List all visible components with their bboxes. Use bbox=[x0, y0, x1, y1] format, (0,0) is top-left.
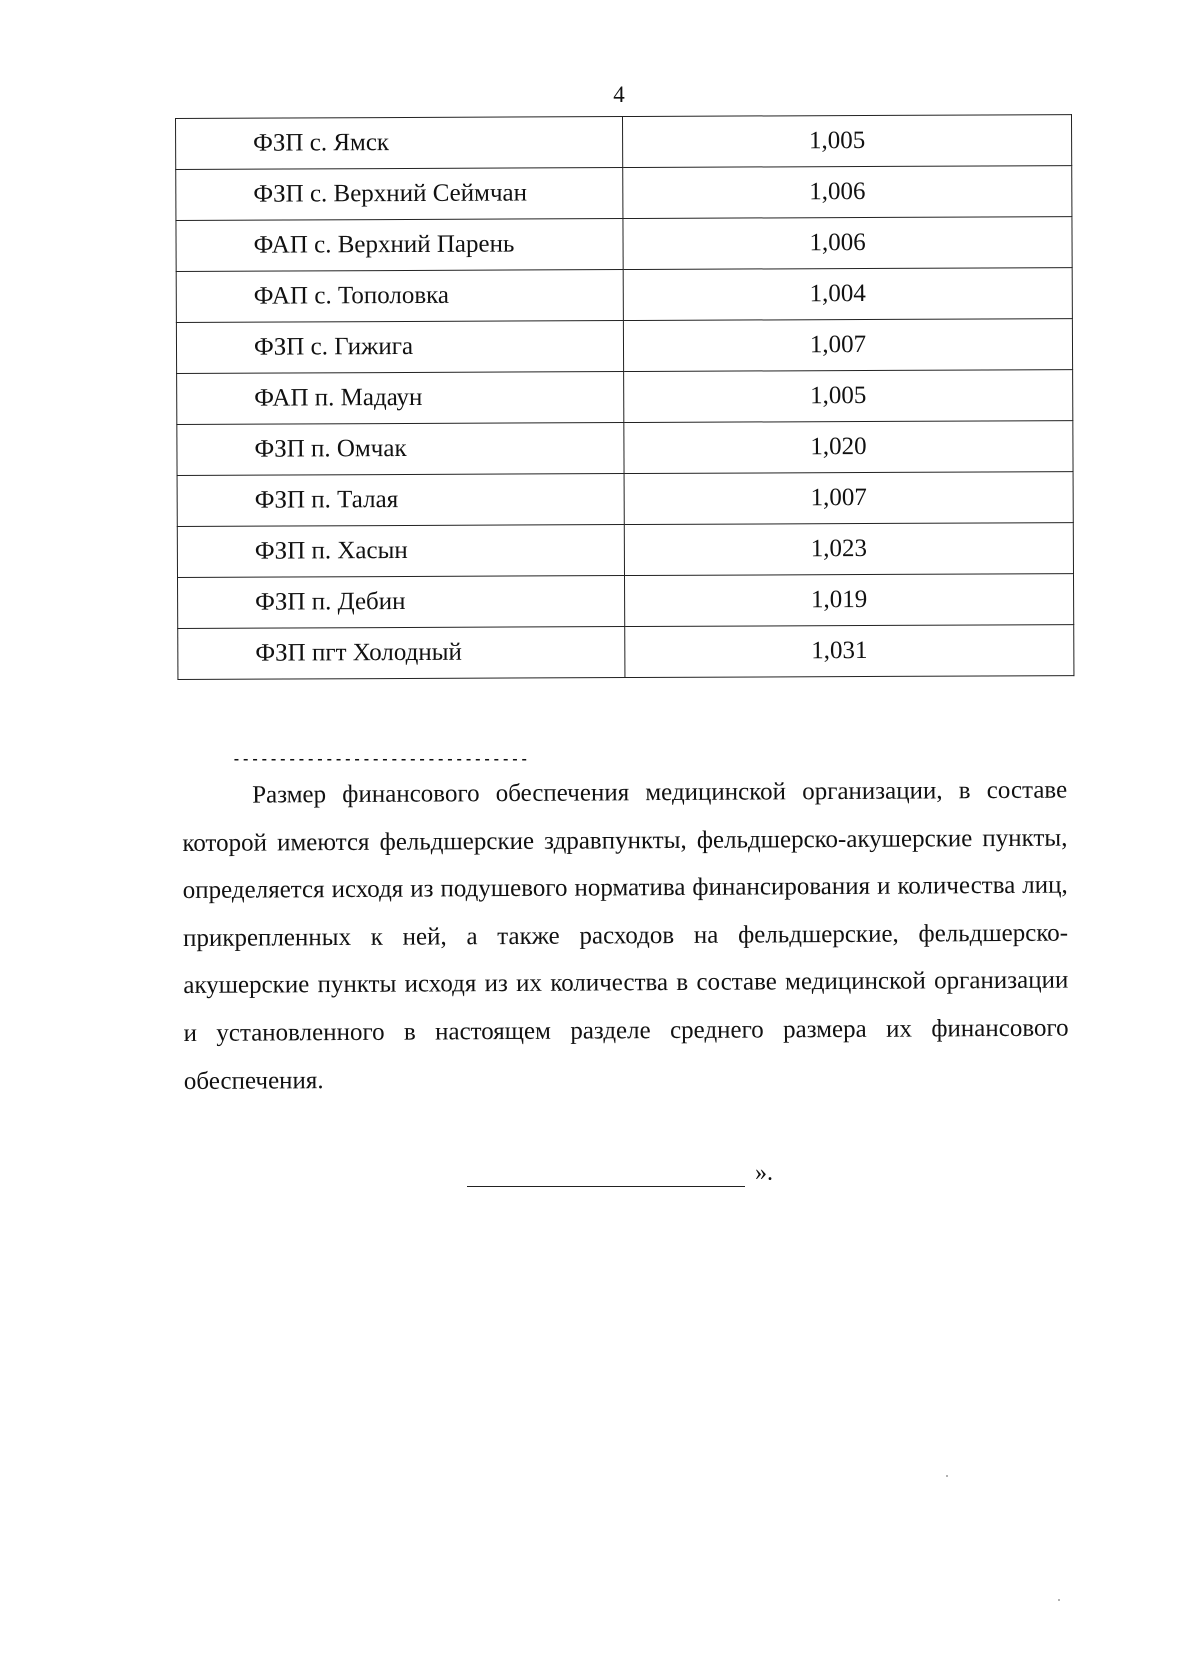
facility-name-cell: ФЗП пгт Холодный bbox=[178, 627, 625, 680]
table-row bbox=[176, 319, 1072, 374]
facility-name-cell: ФЗП п. Омчак bbox=[177, 423, 624, 476]
table-row bbox=[177, 370, 1073, 425]
table-row bbox=[176, 166, 1072, 221]
table-row bbox=[177, 421, 1073, 476]
coefficient-cell: 1,004 bbox=[623, 268, 1072, 321]
table-row bbox=[176, 268, 1072, 323]
facility-name-cell: ФЗП с. Верхний Сеймчан bbox=[176, 168, 623, 221]
scan-speck bbox=[1058, 1599, 1060, 1601]
facility-name-cell: ФАП п. Мадаун bbox=[177, 372, 624, 425]
facility-name-cell: ФЗП п. Хасын bbox=[177, 525, 624, 578]
coefficient-cell: 1,007 bbox=[624, 472, 1073, 525]
facility-name-cell: ФЗП с. Гижига bbox=[176, 321, 623, 374]
table-row bbox=[178, 625, 1074, 680]
scan-speck bbox=[946, 1475, 948, 1477]
dashed-separator: -------------------------------- bbox=[232, 749, 530, 771]
coefficient-cell: 1,023 bbox=[624, 523, 1073, 576]
closing-quote-mark: ». bbox=[755, 1160, 773, 1186]
coefficient-cell: 1,005 bbox=[624, 370, 1073, 423]
coefficients-table bbox=[175, 114, 1074, 680]
coefficient-cell: 1,006 bbox=[623, 217, 1072, 270]
closing-line bbox=[467, 1160, 773, 1187]
table-row bbox=[177, 472, 1073, 527]
table-row bbox=[176, 217, 1072, 272]
table-row bbox=[177, 523, 1073, 578]
coefficient-cell: 1,020 bbox=[624, 421, 1073, 474]
facility-name-cell: ФЗП п. Дебин bbox=[178, 576, 625, 629]
page-number: 4 bbox=[613, 82, 625, 107]
coefficient-cell: 1,006 bbox=[623, 166, 1072, 219]
facility-name-cell: ФЗП п. Талая bbox=[177, 474, 624, 527]
table-row bbox=[178, 574, 1074, 629]
body-paragraph: Размер финансового обеспечения медицинской организации, в составе которой имеются фельдшерские здравпункты, фельдшерско-акушерские пункты, определяется исходя из подушевого норматива финансирования и количества лиц, прикрепленных к ней, а также расходов на фельдшерские, фельдшерско-акушерские пункты исходя из их количества в составе медицинской организации и установленного в настоящем разделе среднего размера их финансового обеспечения. bbox=[182, 776, 1069, 1095]
coefficient-cell: 1,007 bbox=[623, 319, 1072, 372]
facility-name-cell: ФАП с. Тополовка bbox=[176, 270, 623, 323]
facility-name-cell: ФЗП с. Ямск bbox=[176, 117, 623, 170]
facility-name-cell: ФАП с. Верхний Парень bbox=[176, 219, 623, 272]
table-row bbox=[176, 115, 1072, 170]
signature-rule bbox=[467, 1164, 745, 1187]
coefficient-cell: 1,031 bbox=[625, 625, 1074, 678]
coefficient-cell: 1,005 bbox=[622, 115, 1071, 168]
table-body bbox=[176, 115, 1074, 680]
coefficient-cell: 1,019 bbox=[625, 574, 1074, 627]
